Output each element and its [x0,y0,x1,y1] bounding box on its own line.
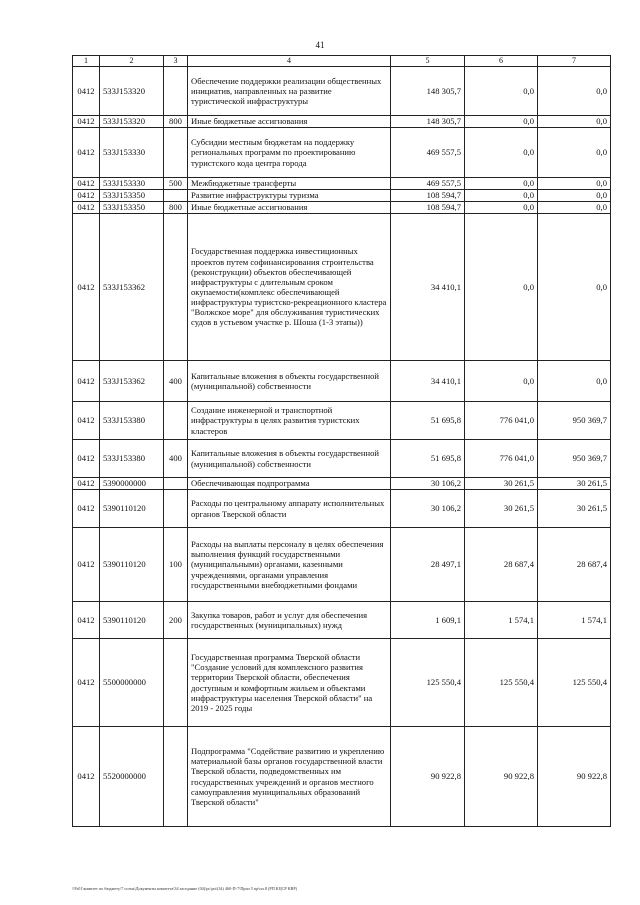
column-header-5: 5 [391,56,465,67]
amount-col-5: 34 410,1 [391,361,465,402]
expense-type-code [164,478,188,490]
amount-col-5: 30 106,2 [391,478,465,490]
expense-type-code: 200 [164,602,188,639]
footer-file-path: \\Fs01\комитет по бюджету\7 осень\Документы комитета\34 заседание (04)\рс\рп\(34) 460-П-7\Прил 5 пр\пл.8 (РП КЦСР КВР) [72,886,298,891]
amount-col-7: 0,0 [538,214,611,361]
amount-col-7: 0,0 [538,116,611,128]
amount-col-7: 950 369,7 [538,402,611,440]
amount-col-6: 0,0 [465,128,538,178]
amount-col-5: 108 594,7 [391,190,465,202]
item-description: Капитальные вложения в объекты государственной (муниципальной) собственности [188,440,391,478]
amount-col-7: 125 550,4 [538,639,611,727]
amount-col-7: 0,0 [538,67,611,116]
item-description: Капитальные вложения в объекты государственной (муниципальной) собственности [188,361,391,402]
amount-col-7: 28 687,4 [538,528,611,602]
amount-col-6: 0,0 [465,190,538,202]
table-row [73,639,611,727]
target-code: 5390110120 [100,528,164,602]
amount-col-6: 30 261,5 [465,490,538,528]
item-description: Закупка товаров, работ и услуг для обеспечения государственных (муниципальных) нужд [188,602,391,639]
table-row [73,727,611,827]
table-row [73,190,611,202]
section-code: 0412 [73,214,100,361]
target-code: 5520000000 [100,727,164,827]
item-description: Субсидии местным бюджетам на поддержку региональных программ по проектированию туристского кода центра города [188,128,391,178]
item-description: Расходы на выплаты персоналу в целях обеспечения выполнения функций государственными (муниципальными) органами, казенными учреждениями, органами управления государственными внебюджетными фондами [188,528,391,602]
amount-col-5: 51 695,8 [391,440,465,478]
column-header-4: 4 [188,56,391,67]
expense-type-code [164,727,188,827]
target-code: 533J153330 [100,128,164,178]
expense-type-code [164,490,188,528]
table-row [73,440,611,478]
target-code: 5500000000 [100,639,164,727]
expense-type-code [164,639,188,727]
target-code: 5390000000 [100,478,164,490]
section-code: 0412 [73,639,100,727]
amount-col-6: 0,0 [465,67,538,116]
amount-col-7: 0,0 [538,178,611,190]
item-description: Расходы по центральному аппарату исполнительных органов Тверской области [188,490,391,528]
amount-col-6: 776 041,0 [465,402,538,440]
section-code: 0412 [73,490,100,528]
section-code: 0412 [73,478,100,490]
amount-col-5: 469 557,5 [391,128,465,178]
target-code: 5390110120 [100,490,164,528]
column-header-2: 2 [100,56,164,67]
table-row [73,402,611,440]
table-row [73,361,611,402]
table-row [73,602,611,639]
amount-col-6: 90 922,8 [465,727,538,827]
amount-col-5: 90 922,8 [391,727,465,827]
section-code: 0412 [73,190,100,202]
amount-col-7: 0,0 [538,190,611,202]
section-code: 0412 [73,727,100,827]
section-code: 0412 [73,178,100,190]
amount-col-5: 108 594,7 [391,202,465,214]
table-header-row [73,56,611,67]
expense-type-code [164,67,188,116]
amount-col-6: 0,0 [465,178,538,190]
item-description: Подпрограмма "Содействие развитию и укреплению материальной базы органов государственной власти Тверской области, подведомственных им государственных учреждений и органов местного самоуправления муниципальных образований Тверской области" [188,727,391,827]
amount-col-5: 34 410,1 [391,214,465,361]
target-code: 533J153362 [100,214,164,361]
section-code: 0412 [73,67,100,116]
item-description: Государственная программа Тверской области "Создание условий для комплексного развития территории Тверской области, обеспечения доступным и комфортным жильем и объектами инфраструктуры населения Тверской области" на 2019 - 2025 годы [188,639,391,727]
expense-type-code [164,128,188,178]
expense-type-code: 400 [164,361,188,402]
table-row [73,128,611,178]
amount-col-6: 1 574,1 [465,602,538,639]
item-description: Межбюджетные трансферты [188,178,391,190]
item-description: Создание инженерной и транспортной инфраструктуры в целях развития туристских кластеров [188,402,391,440]
section-code: 0412 [73,128,100,178]
table-row [73,478,611,490]
target-code: 533J153320 [100,67,164,116]
expense-type-code [164,214,188,361]
item-description: Иные бюджетные ассигнования [188,202,391,214]
target-code: 533J153362 [100,361,164,402]
table-row [73,202,611,214]
amount-col-7: 30 261,5 [538,478,611,490]
amount-col-6: 0,0 [465,361,538,402]
item-description: Государственная поддержка инвестиционных проектов путем софинансирования строительства (реконструкции) объектов обеспечивающей инфраструктуры с длительным сроком окупаемости(комплекс обеспечивающей инфраструктуры туристско-рекреационного кластера "Волжское море" для обслуживания туристических судов в устьевом участке р. Шоша (1-3 этапы)) [188,214,391,361]
amount-col-5: 125 550,4 [391,639,465,727]
expense-type-code [164,402,188,440]
amount-col-6: 0,0 [465,214,538,361]
column-header-3: 3 [164,56,188,67]
column-header-1: 1 [73,56,100,67]
amount-col-7: 1 574,1 [538,602,611,639]
amount-col-5: 30 106,2 [391,490,465,528]
expense-type-code: 100 [164,528,188,602]
amount-col-7: 90 922,8 [538,727,611,827]
table-row [73,214,611,361]
target-code: 533J153350 [100,202,164,214]
target-code: 533J153330 [100,178,164,190]
column-header-7: 7 [538,56,611,67]
amount-col-5: 148 305,7 [391,116,465,128]
section-code: 0412 [73,116,100,128]
amount-col-7: 0,0 [538,128,611,178]
target-code: 533J153320 [100,116,164,128]
expense-type-code: 500 [164,178,188,190]
target-code: 5390110120 [100,602,164,639]
amount-col-6: 0,0 [465,116,538,128]
expense-type-code: 800 [164,202,188,214]
table-row [73,116,611,128]
section-code: 0412 [73,528,100,602]
amount-col-6: 125 550,4 [465,639,538,727]
section-code: 0412 [73,602,100,639]
amount-col-7: 0,0 [538,361,611,402]
table-row [73,67,611,116]
expense-type-code: 400 [164,440,188,478]
amount-col-7: 0,0 [538,202,611,214]
column-header-6: 6 [465,56,538,67]
amount-col-5: 148 305,7 [391,67,465,116]
expense-type-code [164,190,188,202]
item-description: Иные бюджетные ассигнования [188,116,391,128]
target-code: 533J153380 [100,402,164,440]
amount-col-5: 1 609,1 [391,602,465,639]
amount-col-6: 776 041,0 [465,440,538,478]
table-row [73,490,611,528]
target-code: 533J153380 [100,440,164,478]
section-code: 0412 [73,202,100,214]
table-row [73,178,611,190]
budget-table [72,55,611,827]
section-code: 0412 [73,440,100,478]
target-code: 533J153350 [100,190,164,202]
page-number: 41 [315,40,325,50]
amount-col-6: 28 687,4 [465,528,538,602]
amount-col-6: 0,0 [465,202,538,214]
item-description: Обеспечение поддержки реализации общественных инициатив, направленных на развитие туристической инфраструктуры [188,67,391,116]
amount-col-5: 469 557,5 [391,178,465,190]
table-row [73,528,611,602]
item-description: Обеспечивающая подпрограмма [188,478,391,490]
amount-col-7: 30 261,5 [538,490,611,528]
item-description: Развитие инфраструктуры туризма [188,190,391,202]
amount-col-5: 51 695,8 [391,402,465,440]
section-code: 0412 [73,402,100,440]
amount-col-6: 30 261,5 [465,478,538,490]
amount-col-5: 28 497,1 [391,528,465,602]
expense-type-code: 800 [164,116,188,128]
section-code: 0412 [73,361,100,402]
amount-col-7: 950 369,7 [538,440,611,478]
